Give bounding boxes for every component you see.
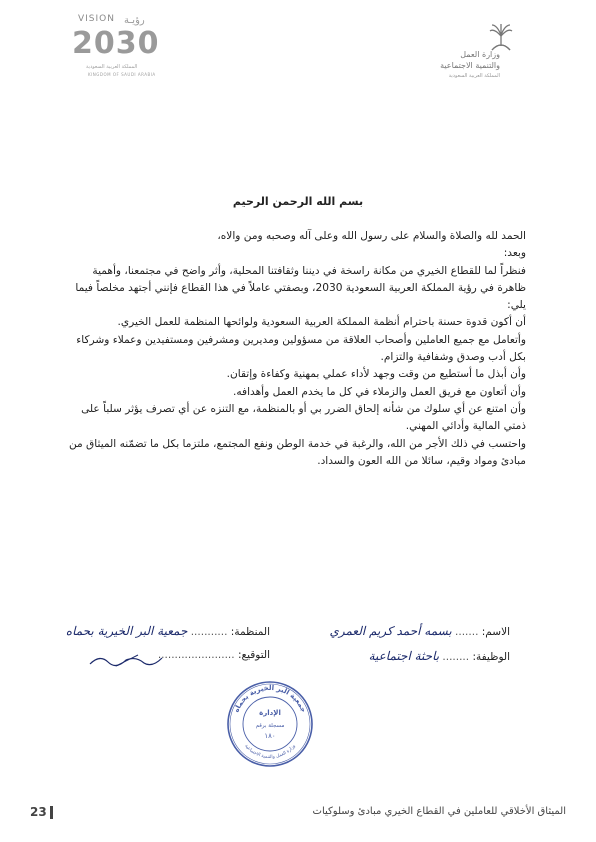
org-label: المنظمة: [230,626,270,638]
handwritten-signature [86,650,166,670]
paragraph: أن أكون قدوة حسنة باحترام أنظمة المملكة العربية السعودية ولوائحها المنظمة للعمل الخيري. [117,316,526,329]
ministry-logo [430,22,520,82]
paragraph: وأن امتنع عن أي سلوك من شأنه إلحاق الضرر بي أو بالمنظمة، مع التنزه عن أي تصرف يؤثر سلباً على ذمتي المالية وأدائي المهني. [81,402,526,433]
vision-word: VISION [78,14,115,24]
stamp-center-title: الإدارة [259,709,281,717]
sign-dots: ....................... [157,649,235,661]
job-label: الوظيفة: [472,651,510,663]
name-value: بسمه أحمد كريم العمري [329,624,452,638]
paragraph: واحتسب في ذلك الأجر من الله، والرغبة في خدمة الوطن ونفع المجتمع، ملتزما بكل ما تضمّنه الميثاق من مبادئ ومواد وقيم، سائلا من الله العون والسداد. [68,437,526,467]
stamp-ring-text: جمعية البر الخيرية بحماه [232,683,308,714]
ministry-line1: وزارة العمل [460,50,500,59]
ministry-line3: المملكة العربية السعودية [448,73,500,79]
name-field [329,624,510,638]
sign-label: التوقيع: [237,649,270,661]
palm-swords-icon [488,22,514,52]
official-stamp [226,680,314,768]
paragraph: وأن أتعاون مع فريق العمل والزملاء في كل ما يخدم العمل وأهدافه. [232,385,526,398]
job-value: باحثة اجتماعية [368,649,440,663]
name-label: الاسم: [481,626,510,638]
stamp-number: ١٨٠ [264,732,276,740]
stamp-registered: مسجلة برقم [255,723,285,729]
job-dots: ........ [442,651,470,663]
org-dots: ........... [190,626,228,638]
page-number: 23 [30,805,47,819]
vision-year: 2030 [72,26,160,61]
vision-sub-arabic: المملكة العربية السعودية [86,64,138,70]
vision-2030-logo [72,14,182,84]
paragraph: الحمد لله والصلاة والسلام على رسول الله وعلى آله وصحبه ومن والاه، [217,230,526,242]
paragraph: وأتعامل مع جميع العاملين وأصحاب العلاقة من مسؤولين ومديرين ومشرفين ومستفيدين وعملاء وشركاء بكل أدب وصدق وشفافية والتزام. [76,333,526,364]
vision-arabic-word: رؤيـة [124,15,145,26]
stamp-bottom-text: وزارة العمل والتنمية الاجتماعية [243,743,297,761]
organization-field [30,624,270,638]
footer-divider [50,806,53,819]
basmala-heading: بسم الله الرحمن الرحيم [232,195,364,208]
paragraph: وبعد: [503,247,526,260]
vision-sub-english: KINGDOM OF SAUDI ARABIA [88,72,156,77]
paragraph: وأن أبذل ما أستطيع من وقت وجهد لأداء عملي بمهنية وكفاءة وإتقان. [226,368,526,381]
job-field [369,649,510,663]
org-value: جمعية البر الخيرية بحماه [65,624,188,638]
paragraph: فنظراً لما للقطاع الخيري من مكانة راسخة في ديننا وثقافتنا المحلية، وأثر واضح في مجتمعنا، وأهمية ظاهرة في رؤية المملكة العربية السعودية 2030، وبصفتي عاملاً في هذا القطاع فإنني أجتهد مخلصاً فيما يلي: [75,264,526,312]
ministry-line2: والتنمية الاجتماعية [440,61,500,70]
name-dots: ....... [455,626,479,638]
charter-text [66,228,526,470]
svg-text:وزارة العمل والتنمية الاجتماعي [243,744,296,760]
footer-title: الميثاق الأخلاقي للعاملين في القطاع الخيري مبادئ وسلوكيات [312,806,566,817]
page-footer [30,806,566,817]
